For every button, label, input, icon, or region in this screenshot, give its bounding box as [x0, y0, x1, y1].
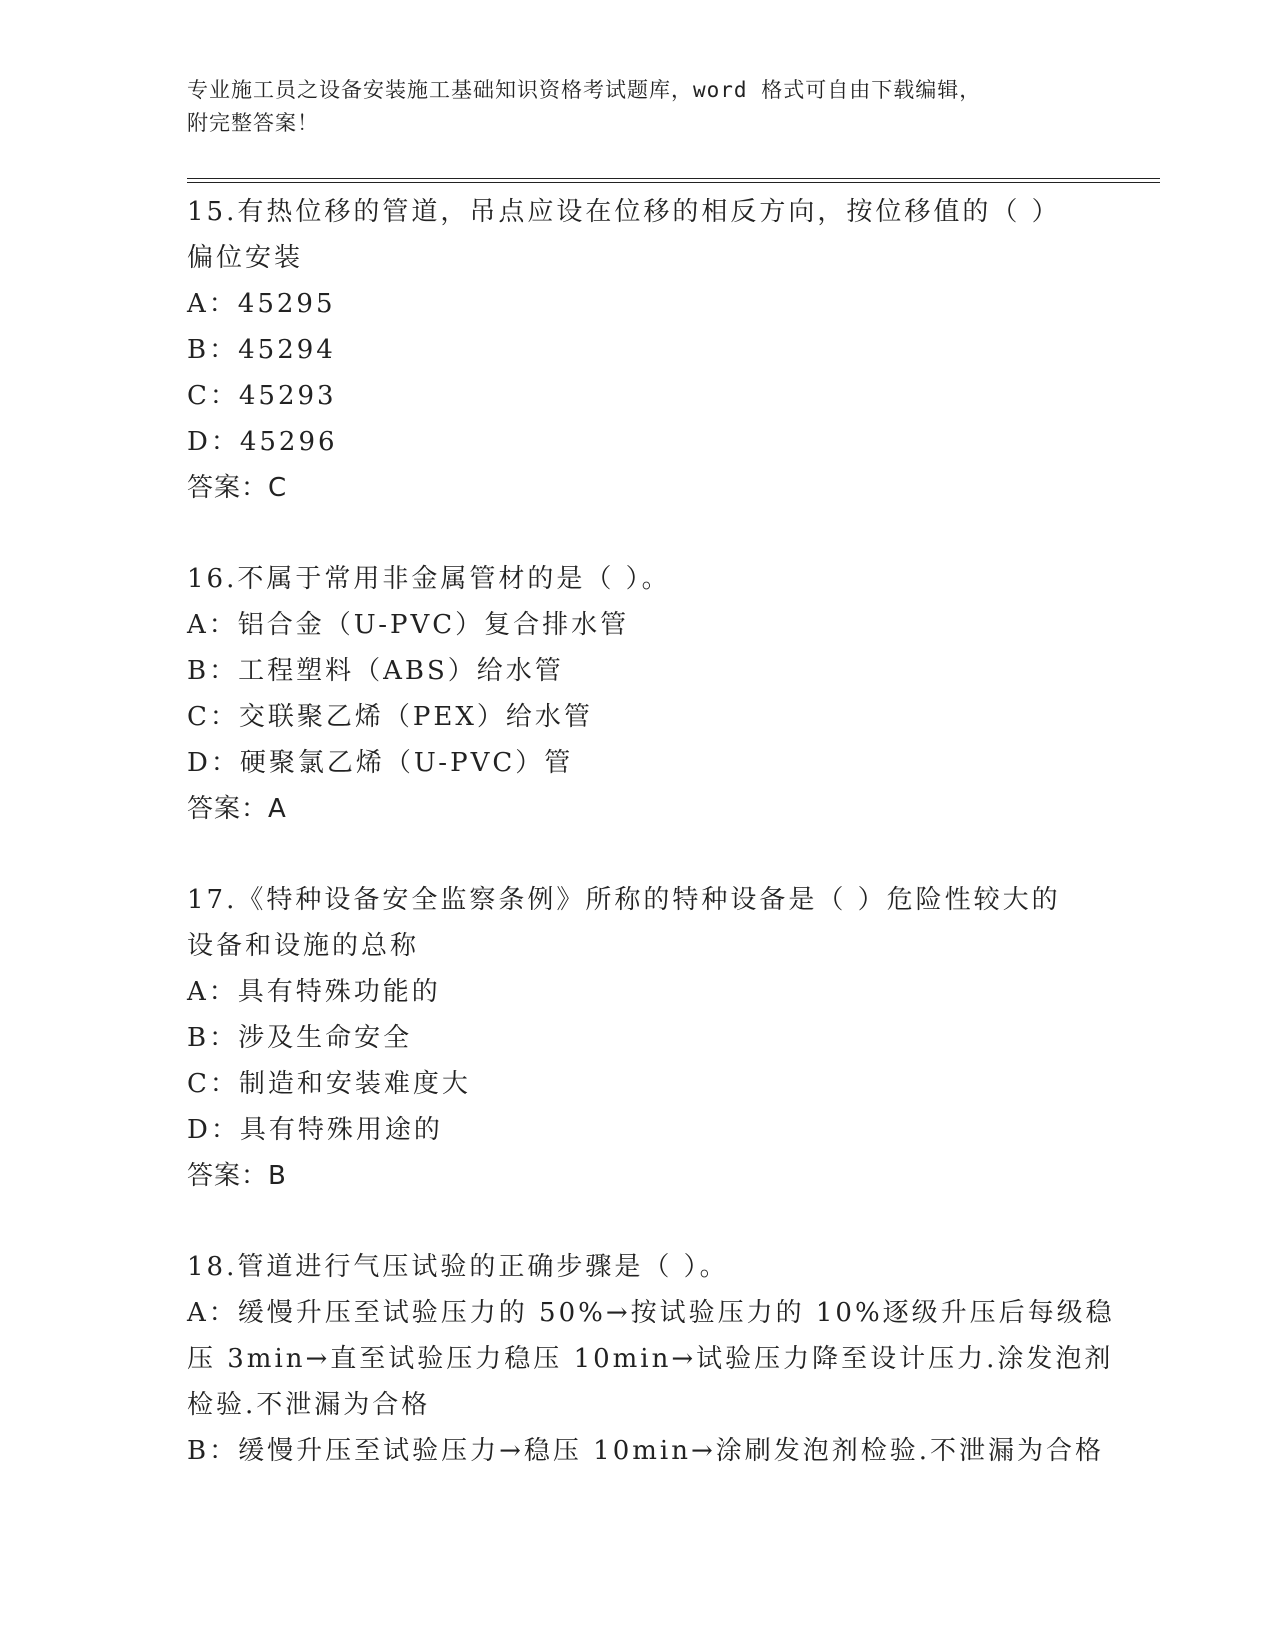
header-line-2: 附完整答案！ [187, 111, 319, 135]
answer-line: 答案：A [187, 794, 287, 824]
option-c: C：制造和安装难度大 [187, 1069, 471, 1099]
option-d: D：具有特殊用途的 [187, 1115, 443, 1145]
header-line-1: 专业施工员之设备安装施工基础知识资格考试题库，word 格式可自由下载编辑， [187, 78, 982, 102]
option-b: B：涉及生命安全 [187, 1023, 413, 1053]
question-15 [187, 189, 1127, 511]
header-divider-bottom [187, 182, 1160, 183]
option-a: A：具有特殊功能的 [187, 977, 441, 1007]
question-stem: 18.管道进行气压试验的正确步骤是（ ）。 [187, 1252, 729, 1282]
answer-line: 答案：B [187, 1161, 287, 1191]
question-list [187, 189, 1127, 1519]
question-stem: 17.《特种设备安全监察条例》所称的特种设备是（ ）危险性较大的 [187, 885, 1061, 915]
question-stem: 设备和设施的总称 [187, 931, 420, 961]
document-header [187, 74, 1067, 140]
option-a-continued: 压 3min→直至试验压力稳压 10min→试验压力降至设计压力.涂发泡剂 [187, 1344, 1114, 1374]
question-18 [187, 1244, 1127, 1474]
question-17 [187, 877, 1127, 1199]
header-divider-top [187, 178, 1160, 179]
option-a: A：铝合金（U-PVC）复合排水管 [187, 610, 630, 640]
option-a: A：45295 [187, 289, 336, 319]
option-c: C：交联聚乙烯（PEX）给水管 [187, 702, 593, 732]
option-a: A：缓慢升压至试验压力的 50%→按试验压力的 10%逐级升压后每级稳 [187, 1298, 1115, 1328]
option-b: B：工程塑料（ABS）给水管 [187, 656, 564, 686]
answer-line: 答案：C [187, 473, 288, 503]
question-stem: 16.不属于常用非金属管材的是（ ）。 [187, 564, 671, 594]
option-d: D：硬聚氯乙烯（U-PVC）管 [187, 748, 574, 778]
question-stem: 偏位安装 [187, 243, 304, 273]
question-stem: 15.有热位移的管道，吊点应设在位移的相反方向，按位移值的（ ） [187, 197, 1061, 227]
question-16 [187, 556, 1127, 832]
option-d: D：45296 [187, 427, 338, 457]
option-a-continued: 检验.不泄漏为合格 [187, 1390, 431, 1420]
option-b: B：45294 [187, 335, 336, 365]
option-b: B：缓慢升压至试验压力→稳压 10min→涂刷发泡剂检验.不泄漏为合格 [187, 1436, 1105, 1466]
option-c: C：45293 [187, 381, 337, 411]
